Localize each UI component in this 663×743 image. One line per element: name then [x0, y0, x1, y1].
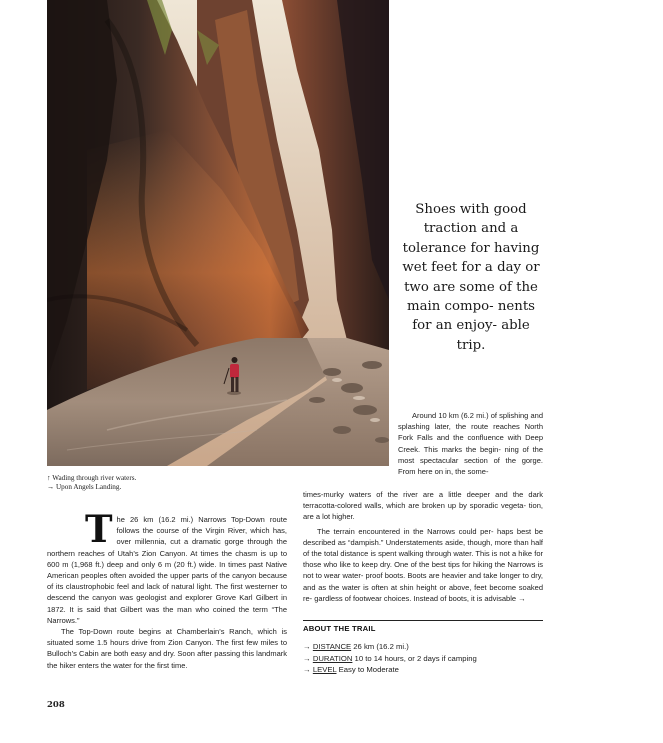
article-column-right: [303, 489, 543, 604]
article-column-right-top: [398, 410, 543, 477]
canyon-illustration: [47, 0, 389, 466]
article-column-left: [47, 507, 287, 671]
article-paragraph: Around 10 km (6.2 mi.) of splishing and splashing later, the route reaches North Fork Falls and the confluence with Deep Creek. This marks the begin- ning of the most spectacular section of the gorge. From here on in, the some-: [398, 411, 543, 477]
about-the-trail-box: [303, 620, 543, 676]
article-paragraph: times-murky waters of the river are a little deeper and the dark terracotta-colored walls, which are broken up by sporadic vegeta- tion, are a lot higher.: [303, 490, 543, 522]
trail-level-row: [303, 664, 543, 676]
paragraph-text: he 26 km (16.2 mi.) Narrows Top-Down route follows the course of the Virgin River, which has, over millennia, cut a dramatic gorge through the northern reaches of Utah’s Zion Canyon. At times the chasm is up to 600 m (1,968 ft.) deep and only 6 m (20 ft.) wide. In times past Native American peoples often avoided the upper parts of the canyon because of its claustrophobic feel and lack of natural light. The first westerner to descend the canyon was geologist and explorer Grove Karl Gilbert in 1872. It is said that Gilbert was the man who coined the term “The Narrows.”: [47, 515, 287, 625]
about-trail-heading: ABOUT THE TRAIL: [303, 624, 376, 633]
arrow-right-icon: →: [303, 642, 311, 651]
article-paragraph: [47, 507, 287, 626]
trail-distance-row: [303, 641, 543, 653]
drop-cap: T: [85, 507, 113, 551]
article-paragraph: The Top-Down route begins at Chamberlain’s Ranch, which is situated some 1.5 hours drive from Zion Canyon. The first few miles to Bulloch’s Cabin are both easy and dry. Soon after passing this landmark the hiker enters the water for the first time.: [47, 627, 287, 670]
photo-captions: [47, 474, 287, 492]
trail-duration-row: [303, 653, 543, 665]
caption-line: [47, 474, 287, 483]
arrow-right-icon: →: [303, 665, 311, 674]
caption-text: Upon Angels Landing.: [55, 483, 122, 491]
trail-label: LEVEL: [312, 665, 337, 674]
article-paragraph: The terrain encountered in the Narrows could per- haps best be described as “dampish.” Understatements aside, though, more than half of the total distance is spent walking through water. This is not a hike for those who like to keep dry. One of the best tips for hiking the Narrows is not to wear water- proof boots. Boots are heavier and take longer to dry, and as the water is often at shin height or above, feet become soaked re- gardless of footwear choices. Instead of boots, it is advisable →: [303, 526, 543, 603]
caption-text: Wading through river waters.: [52, 474, 137, 482]
page-number: 208: [47, 700, 65, 710]
arrow-right-icon: →: [47, 483, 55, 491]
trail-value: 26 km (16.2 mi.): [353, 642, 409, 651]
pull-quote: Shoes with good traction and a tolerance for having wet feet for a day or two are some of the main compo- nents for an enjoy- able trip.: [402, 202, 540, 353]
trail-value: 10 to 14 hours, or 2 days if camping: [354, 653, 477, 663]
trail-value: Easy to Moderate: [338, 665, 399, 674]
arrow-right-icon: →: [303, 653, 311, 663]
arrow-up-icon: ↑: [47, 474, 51, 482]
canyon-photo: [47, 0, 389, 466]
trail-label: DISTANCE: [312, 642, 352, 651]
caption-line: [47, 483, 287, 492]
trail-label: DURATION: [312, 653, 353, 663]
